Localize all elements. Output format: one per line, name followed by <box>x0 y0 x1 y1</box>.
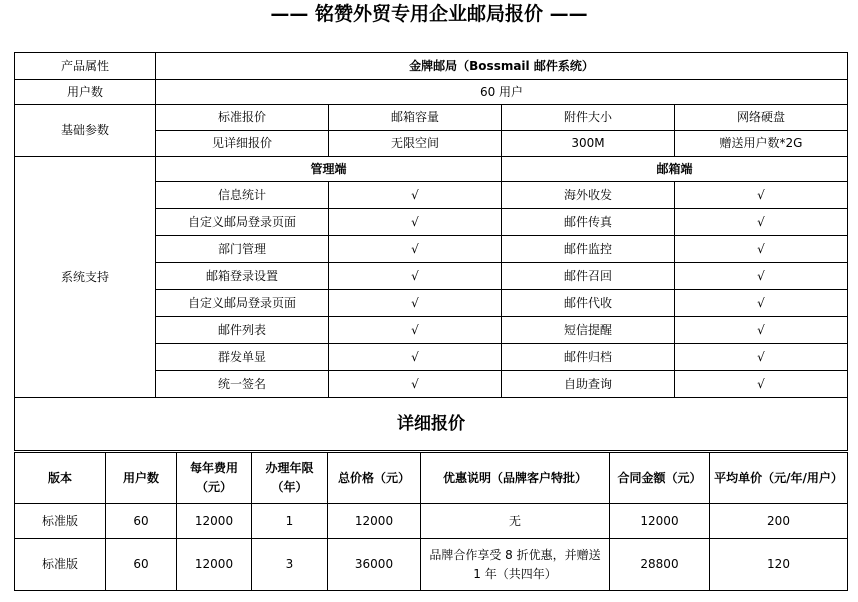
admin-check: √ <box>329 263 502 290</box>
mailbox-header: 邮箱端 <box>502 157 848 182</box>
admin-feature: 邮箱登录设置 <box>156 263 329 290</box>
pricing-cell: 12000 <box>177 504 252 539</box>
admin-feature: 群发单显 <box>156 344 329 371</box>
pricing-cell: 12000 <box>177 539 252 591</box>
mailbox-check: √ <box>675 371 848 398</box>
pricing-cell: 60 <box>106 504 177 539</box>
pricing-header: 平均单价（元/年/用户） <box>710 453 848 504</box>
detail-heading: 详细报价 <box>15 398 848 451</box>
basic-label: 基础参数 <box>15 105 156 157</box>
users-value: 60 用户 <box>156 80 848 105</box>
mailbox-feature: 邮件监控 <box>502 236 675 263</box>
admin-check: √ <box>329 209 502 236</box>
admin-header: 管理端 <box>156 157 502 182</box>
pricing-cell: 28800 <box>610 539 710 591</box>
admin-feature: 部门管理 <box>156 236 329 263</box>
pricing-cell: 12000 <box>328 504 421 539</box>
param-value: 赠送用户数*2G <box>675 131 848 157</box>
admin-feature: 统一签名 <box>156 371 329 398</box>
users-label: 用户数 <box>15 80 156 105</box>
pricing-cell: 36000 <box>328 539 421 591</box>
mailbox-check: √ <box>675 344 848 371</box>
param-header: 邮箱容量 <box>329 105 502 131</box>
pricing-cell: 12000 <box>610 504 710 539</box>
mailbox-feature: 邮件召回 <box>502 263 675 290</box>
admin-check: √ <box>329 371 502 398</box>
admin-check: √ <box>329 317 502 344</box>
admin-feature: 自定义邮局登录页面 <box>156 209 329 236</box>
mailbox-check: √ <box>675 263 848 290</box>
pricing-cell: 品牌合作享受 8 折优惠，并赠送 1 年（共四年） <box>421 539 610 591</box>
pricing-cell: 标准版 <box>15 504 106 539</box>
param-value: 见详细报价 <box>156 131 329 157</box>
pricing-header: 总价格（元） <box>328 453 421 504</box>
mailbox-check: √ <box>675 317 848 344</box>
mailbox-feature: 邮件传真 <box>502 209 675 236</box>
param-header: 附件大小 <box>502 105 675 131</box>
pricing-cell: 200 <box>710 504 848 539</box>
mailbox-check: √ <box>675 236 848 263</box>
mailbox-check: √ <box>675 209 848 236</box>
pricing-header: 办理年限（年） <box>252 453 328 504</box>
support-label: 系统支持 <box>15 157 156 398</box>
table-row <box>15 504 848 539</box>
product-value: 金牌邮局（Bossmail 邮件系统） <box>156 53 848 80</box>
pricing-cell: 60 <box>106 539 177 591</box>
pricing-cell: 标准版 <box>15 539 106 591</box>
pricing-header: 合同金额（元） <box>610 453 710 504</box>
admin-feature: 信息统计 <box>156 182 329 209</box>
mailbox-check: √ <box>675 290 848 317</box>
mailbox-feature: 邮件归档 <box>502 344 675 371</box>
param-header: 网络硬盘 <box>675 105 848 131</box>
pricing-header: 用户数 <box>106 453 177 504</box>
pricing-cell: 无 <box>421 504 610 539</box>
page-title: —— 铭赞外贸专用企业邮局报价 —— <box>270 3 588 25</box>
pricing-cell: 3 <box>252 539 328 591</box>
pricing-cell: 1 <box>252 504 328 539</box>
pricing-header: 每年费用（元） <box>177 453 252 504</box>
admin-check: √ <box>329 290 502 317</box>
pricing-table <box>14 452 848 591</box>
param-value: 300M <box>502 131 675 157</box>
admin-feature: 自定义邮局登录页面 <box>156 290 329 317</box>
pricing-cell: 120 <box>710 539 848 591</box>
pricing-header: 优惠说明（品牌客户特批） <box>421 453 610 504</box>
admin-check: √ <box>329 344 502 371</box>
admin-check: √ <box>329 182 502 209</box>
table-row <box>15 539 848 591</box>
product-label: 产品属性 <box>15 53 156 80</box>
mailbox-feature: 自助查询 <box>502 371 675 398</box>
mailbox-feature: 邮件代收 <box>502 290 675 317</box>
param-header: 标准报价 <box>156 105 329 131</box>
mailbox-check: √ <box>675 182 848 209</box>
spec-table <box>14 52 848 451</box>
pricing-header: 版本 <box>15 453 106 504</box>
admin-feature: 邮件列表 <box>156 317 329 344</box>
admin-check: √ <box>329 236 502 263</box>
mailbox-feature: 短信提醒 <box>502 317 675 344</box>
mailbox-feature: 海外收发 <box>502 182 675 209</box>
param-value: 无限空间 <box>329 131 502 157</box>
